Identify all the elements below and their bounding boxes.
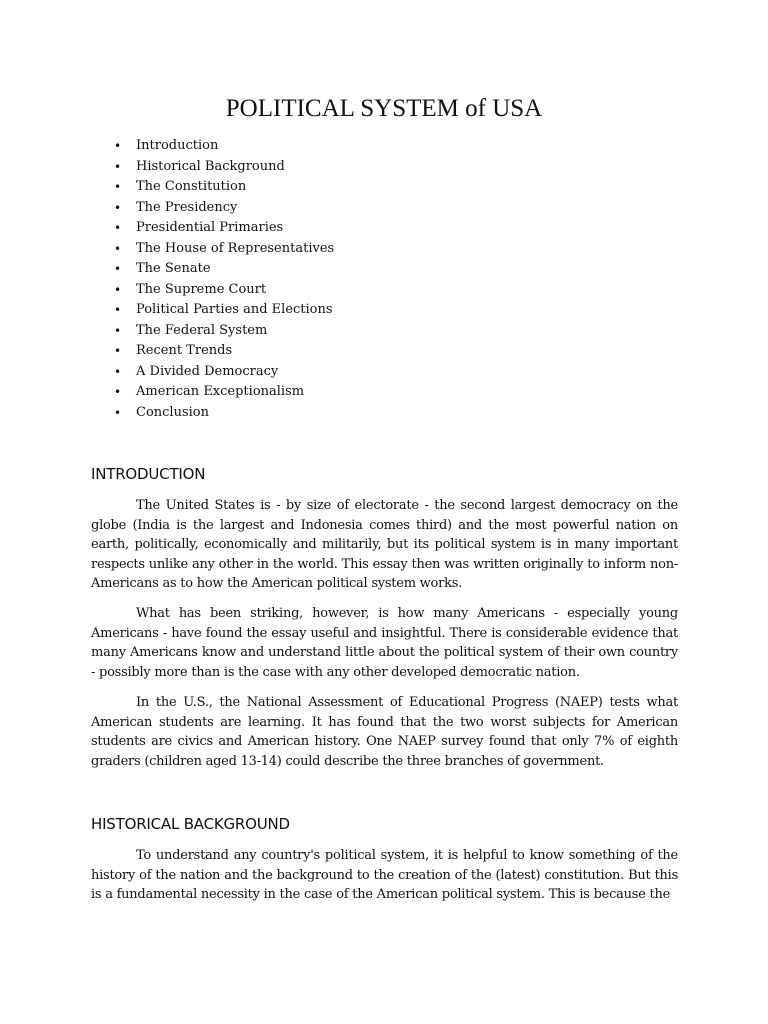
table-of-contents xyxy=(114,136,334,423)
toc-item-label: American Exceptionalism xyxy=(136,384,305,399)
toc-item xyxy=(114,136,334,157)
toc-item-label: Recent Trends xyxy=(136,343,233,358)
bullet-icon: • xyxy=(114,344,122,358)
paragraph: The United States is - by size of electorate - the second largest democracy on the globe (India is the largest and Indonesia comes third) and the most powerful nation on earth, politically, economically and militarily, but its political system is in many important respects unlike any other in the world. This essay then was written originally to inform non-Americans as to how the American political system works. xyxy=(91,498,678,592)
bullet-icon: • xyxy=(114,364,122,379)
section-heading-introduction: INTRODUCTION xyxy=(91,465,206,483)
bullet-icon: • xyxy=(114,139,122,153)
toc-item xyxy=(114,341,334,362)
bullet-icon: • xyxy=(114,303,122,317)
toc-item-label: The Federal System xyxy=(136,322,268,338)
document-title: POLITICAL SYSTEM of USA xyxy=(225,95,543,122)
toc-item xyxy=(114,300,334,321)
paragraph: What has been striking, however, is how many Americans - especially young Americans - have found the essay useful and insightful. There is considerable evidence that many Americans know and understand little about the political system of their own country - possibly more than is the case with any other developed democratic nation. xyxy=(91,606,678,680)
bullet-icon: • xyxy=(114,282,122,297)
bullet-icon: • xyxy=(114,323,122,338)
toc-item xyxy=(114,177,334,198)
paragraph: To understand any country's political system, it is helpful to know something of the history of the nation and the background to the creation of the (latest) constitution. But this is a fundamental necessity in the case of the American political system. This is because the xyxy=(91,848,678,903)
toc-item xyxy=(114,239,334,260)
toc-item xyxy=(114,382,334,403)
bullet-icon: • xyxy=(114,262,122,276)
bullet-icon: • xyxy=(114,159,122,174)
toc-item xyxy=(114,218,334,239)
toc-item-label: Political Parties and Elections xyxy=(136,302,333,317)
section-heading-historical-background: HISTORICAL BACKGROUND xyxy=(91,815,290,833)
bullet-icon: • xyxy=(114,200,122,215)
bullet-icon: • xyxy=(114,180,122,194)
toc-item-label: Conclusion xyxy=(136,404,209,420)
toc-item xyxy=(114,157,334,178)
bullet-icon: • xyxy=(114,405,122,420)
bullet-icon: • xyxy=(114,241,122,256)
toc-item-label: The Presidency xyxy=(136,199,238,215)
toc-item-label: A Divided Democracy xyxy=(136,363,279,379)
bullet-icon: • xyxy=(114,221,122,235)
toc-item-label: Presidential Primaries xyxy=(136,220,284,235)
toc-item-label: Historical Background xyxy=(136,158,285,174)
toc-item xyxy=(114,403,334,424)
toc-item xyxy=(114,362,334,383)
bullet-icon: • xyxy=(114,385,122,399)
toc-item xyxy=(114,198,334,219)
toc-item-label: The Constitution xyxy=(136,179,247,194)
toc-item xyxy=(114,280,334,301)
toc-item xyxy=(114,259,334,280)
toc-item xyxy=(114,321,334,342)
toc-item-label: The Senate xyxy=(136,261,211,276)
toc-item-label: The Supreme Court xyxy=(136,281,267,297)
paragraph: In the U.S., the National Assessment of Educational Progress (NAEP) tests what American students are learning. It has found that the two worst subjects for American students are civics and American history. One NAEP survey found that only 7% of eighth graders (children aged 13-14) could describe the three branches of government. xyxy=(91,695,678,769)
toc-item-label: The House of Representatives xyxy=(136,240,335,256)
toc-item-label: Introduction xyxy=(136,138,219,153)
